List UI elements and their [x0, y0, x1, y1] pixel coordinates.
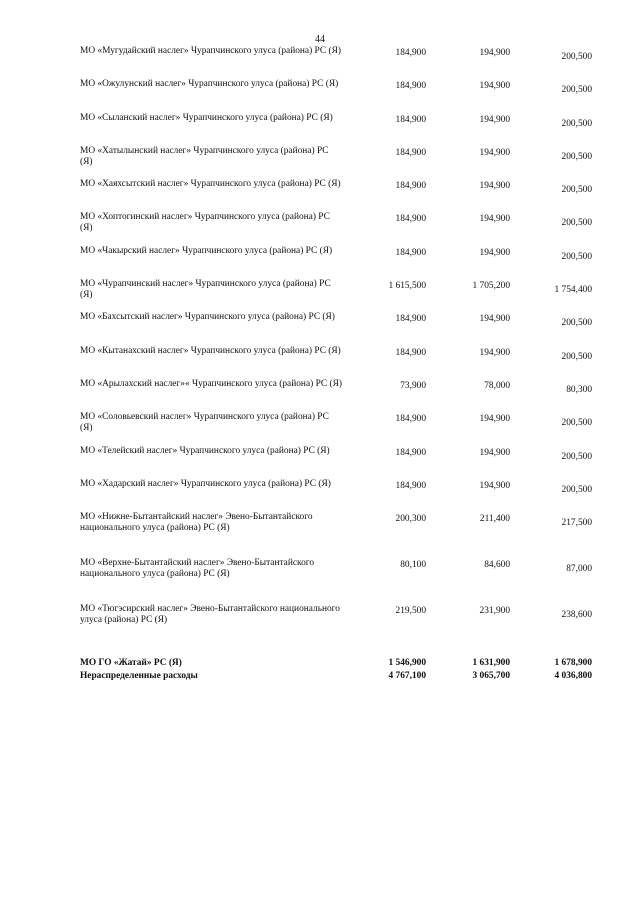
amount-col-3: 200,500	[561, 85, 592, 96]
municipality-name: МО «Соловьевский наслег» Чурапчинского улуса (района) РС (Я)	[80, 412, 329, 434]
amount-col-3: 200,500	[561, 218, 592, 229]
amount-col-1: 184,900	[395, 480, 426, 491]
total-amount-col-1: 1 546,900	[388, 658, 426, 669]
table-row	[80, 79, 592, 112]
amount-col-1: 184,900	[395, 181, 426, 192]
amount-col-3: 200,500	[561, 451, 592, 462]
amount-col-3: 87,000	[566, 564, 592, 575]
municipality-name: МО «Кытанахский наслег» Чурапчинского улуса (района) РС (Я)	[80, 345, 341, 356]
amount-col-1: 184,900	[395, 81, 426, 92]
amount-col-3: 238,600	[561, 610, 592, 621]
amount-col-2: 194,900	[479, 181, 510, 192]
total-amount-col-3: 1 678,900	[554, 658, 592, 669]
amount-col-2: 194,900	[479, 147, 510, 158]
municipality-name: МО «Хадарский наслег» Чурапчинского улуса (района) РС (Я)	[80, 478, 331, 489]
table-row	[80, 279, 592, 312]
amount-col-1: 219,500	[395, 606, 426, 617]
amount-col-3: 200,500	[561, 484, 592, 495]
total-amount-col-3: 4 036,800	[554, 671, 592, 682]
municipality-name: МО «Мугудайский наслег» Чурапчинского улуса (района) РС (Я)	[80, 46, 341, 56]
total-amount-col-2: 3 065,700	[472, 671, 510, 682]
table-row	[80, 113, 592, 146]
total-amount-col-2: 1 631,900	[472, 658, 510, 669]
total-amount-col-1: 4 767,100	[388, 671, 426, 682]
amount-col-2: 231,900	[479, 606, 510, 617]
table-row	[80, 412, 592, 445]
amount-col-2: 194,900	[479, 247, 510, 258]
amount-col-1: 184,900	[395, 147, 426, 158]
amount-col-1: 184,900	[395, 314, 426, 325]
amount-col-1: 184,900	[395, 214, 426, 225]
amount-col-2: 194,900	[479, 314, 510, 325]
amount-col-1: 184,900	[395, 447, 426, 458]
amount-col-1: 184,900	[395, 114, 426, 125]
municipality-name: МО «Арылахский наслег»« Чурапчинского улуса (района) РС (Я)	[80, 378, 342, 389]
municipality-name: МО «Тюгэсирский наслег» Эвено-Бытантайского национального улуса (района) РС (Я)	[80, 604, 340, 626]
total-label: Нераспределенные расходы	[80, 671, 198, 682]
table-row	[80, 46, 592, 79]
amount-col-3: 200,500	[561, 52, 592, 62]
amount-col-2: 194,900	[479, 214, 510, 225]
municipality-name: МО «Чакырский наслег» Чурапчинского улуса (района) РС (Я)	[80, 245, 333, 256]
table-row	[80, 312, 592, 345]
amount-col-3: 200,500	[561, 185, 592, 196]
municipality-name: МО «Бахсытский наслег» Чурапчинского улуса (района) РС (Я)	[80, 312, 335, 323]
amount-col-2: 194,900	[479, 347, 510, 358]
amount-col-3: 200,500	[561, 118, 592, 129]
amount-col-1: 1 615,500	[388, 281, 426, 292]
municipality-name: МО «Нижне-Бытантайский наслег» Эвено-Бытантайского национального улуса (района) РС (Я)	[80, 512, 313, 534]
municipality-name: МО «Хаяхсытский наслег» Чурапчинского улуса (района) РС (Я)	[80, 179, 341, 190]
amount-col-2: 194,900	[479, 114, 510, 125]
total-label: МО ГО «Жатай» РС (Я)	[80, 658, 182, 669]
amount-col-2: 84,600	[484, 560, 510, 571]
page-number: 44	[315, 34, 325, 45]
amount-col-2: 1 705,200	[472, 281, 510, 292]
amount-col-1: 184,900	[395, 414, 426, 425]
table-row	[80, 246, 592, 279]
total-row	[80, 671, 592, 684]
table-row	[80, 558, 592, 604]
municipality-name: МО «Сыланский наслег» Чурапчинского улуса (района) РС (Я)	[80, 112, 333, 123]
amount-col-3: 80,300	[566, 384, 592, 395]
amount-col-3: 200,500	[561, 418, 592, 429]
amount-col-1: 184,900	[395, 347, 426, 358]
amount-col-1: 73,900	[400, 380, 426, 391]
amount-col-2: 194,900	[479, 480, 510, 491]
table-row	[80, 379, 592, 412]
municipality-name: МО «Телейский наслег» Чурапчинского улуса (района) РС (Я)	[80, 445, 330, 456]
table-row	[80, 604, 592, 650]
table-row	[80, 512, 592, 558]
amount-col-3: 200,500	[561, 351, 592, 362]
amount-col-3: 1 754,400	[554, 285, 592, 296]
municipality-name: МО «Ожулунский наслег» Чурапчинского улуса (района) РС (Я)	[80, 79, 339, 90]
amount-col-1: 200,300	[395, 514, 426, 525]
amount-col-2: 211,400	[479, 514, 510, 525]
table-row	[80, 346, 592, 379]
table-row	[80, 479, 592, 512]
amount-col-3: 200,500	[561, 251, 592, 262]
municipality-name: МО «Хатылынский наслег» Чурапчинского улуса (района) РС (Я)	[80, 145, 329, 167]
table-row	[80, 179, 592, 212]
table-row	[80, 146, 592, 179]
amount-col-2: 194,900	[479, 414, 510, 425]
municipality-name: МО «Хоптогинский наслег» Чурапчинского улуса (района) РС (Я)	[80, 212, 330, 234]
amount-col-2: 194,900	[479, 48, 510, 58]
municipality-name: МО «Чурапчинский наслег» Чурапчинского улуса (района) РС (Я)	[80, 279, 331, 301]
budget-table	[80, 46, 592, 684]
municipality-name: МО «Верхне-Бытантайский наслег» Эвено-Бытантайского национального улуса (района) РС (Я)	[80, 558, 315, 580]
table-row	[80, 212, 592, 245]
amount-col-2: 194,900	[479, 81, 510, 92]
amount-col-3: 217,500	[561, 518, 592, 529]
amount-col-3: 200,500	[561, 318, 592, 329]
total-row	[80, 650, 592, 671]
amount-col-2: 78,000	[484, 380, 510, 391]
amount-col-2: 194,900	[479, 447, 510, 458]
amount-col-1: 184,900	[395, 247, 426, 258]
table-row	[80, 446, 592, 479]
amount-col-3: 200,500	[561, 151, 592, 162]
amount-col-1: 184,900	[395, 48, 426, 58]
amount-col-1: 80,100	[400, 560, 426, 571]
